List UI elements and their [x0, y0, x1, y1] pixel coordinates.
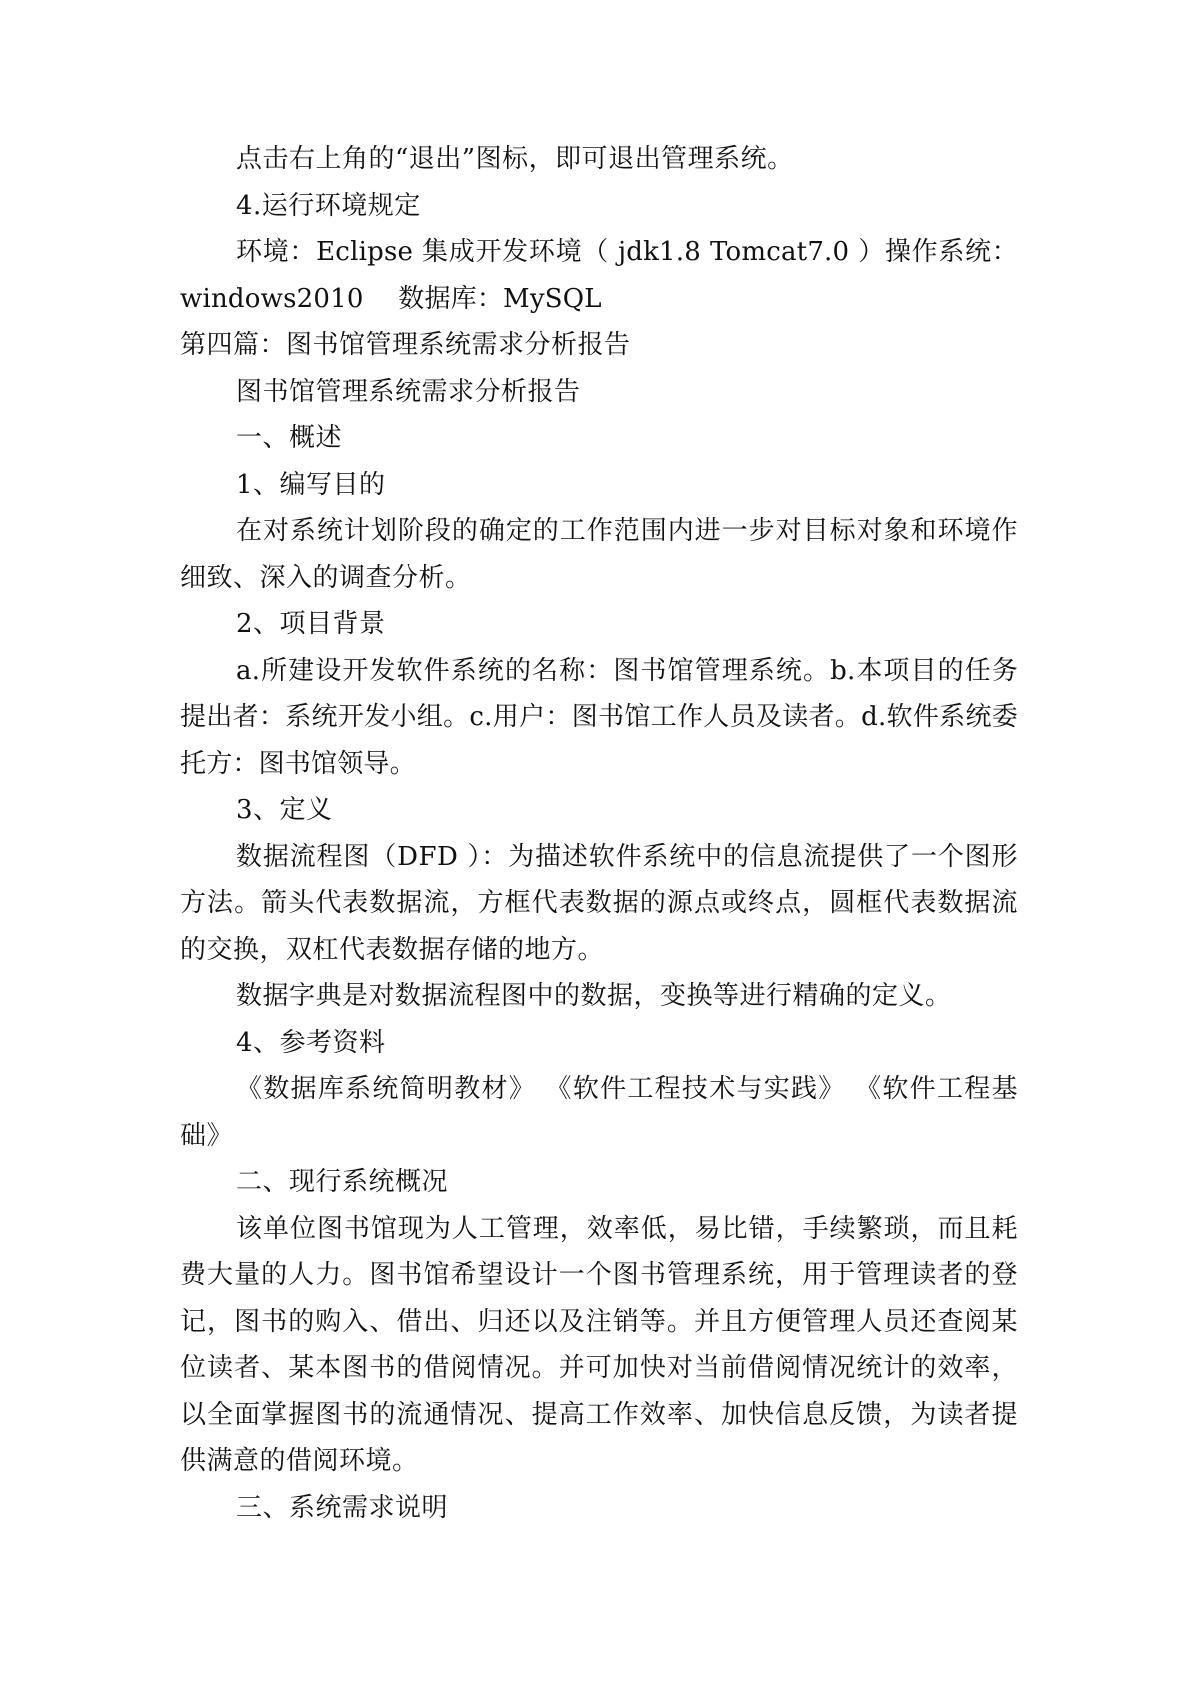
paragraph-references: 《数据库系统简明教材》 《软件工程技术与实践》 《软件工程基础》: [180, 1074, 1018, 1151]
section-heading-overview: 一、概述: [236, 423, 343, 453]
heading-runtime-environment: 4.运行环境规定: [236, 190, 421, 221]
paragraph-purpose: 在对系统计划阶段的确定的工作范围内进一步对目标对象和环境作细致、深入的调查分析。: [180, 516, 1018, 593]
subsection-heading-references: 4、参考资料: [236, 1027, 386, 1058]
paragraph-data-dictionary: 数据字典是对数据流程图中的数据，变换等进行精确的定义。: [236, 981, 952, 1011]
subsection-heading-purpose: 1、编写目的: [236, 469, 386, 500]
subsection-heading-background: 2、项目背景: [236, 609, 386, 639]
section-heading-requirements: 三、系统需求说明: [236, 1492, 449, 1523]
chapter-title: 第四篇：图书馆管理系统需求分析报告: [180, 330, 631, 360]
paragraph-current-system: 该单位图书馆现为人工管理，效率低，易比错，手续繁琐，而且耗费大量的人力。图书馆希望设计一个图书管理系统，用于管理读者的登记，图书的购入、借出、归还以及注销等。并且方便管理人员还查阅某位读者、某本图书的借阅情况。并可加快对当前借阅情况统计的效率，以全面掌握图书的流通情况、提高工作效率、加快信息反馈，为读者提供满意的借阅环境。: [180, 1213, 1018, 1476]
paragraph-dfd-definition: 数据流程图（DFD ）：为描述软件系统中的信息流提供了一个图形方法。箭头代表数据流，方框代表数据的源点或终点，圆框代表数据流的交换，双杠代表数据存储的地方。: [180, 841, 1018, 965]
document-body: [180, 136, 1018, 1531]
paragraph-environment: 环境：Eclipse 集成开发环境（ jdk1.8 Tomcat7.0 ）操作系统：windows2010 数据库：MySQL: [180, 237, 1018, 314]
section-heading-current-system: 二、现行系统概况: [236, 1167, 449, 1197]
report-title: 图书馆管理系统需求分析报告: [236, 376, 581, 407]
subsection-heading-definitions: 3、定义: [236, 795, 333, 825]
paragraph-exit-instruction: 点击右上角的“退出”图标，即可退出管理系统。: [236, 144, 794, 174]
paragraph-background: a.所建设开发软件系统的名称：图书馆管理系统。b.本项目的任务提出者：系统开发小组。c.用户：图书馆工作人员及读者。d.软件系统委托方：图书馆领导。: [180, 655, 1018, 779]
